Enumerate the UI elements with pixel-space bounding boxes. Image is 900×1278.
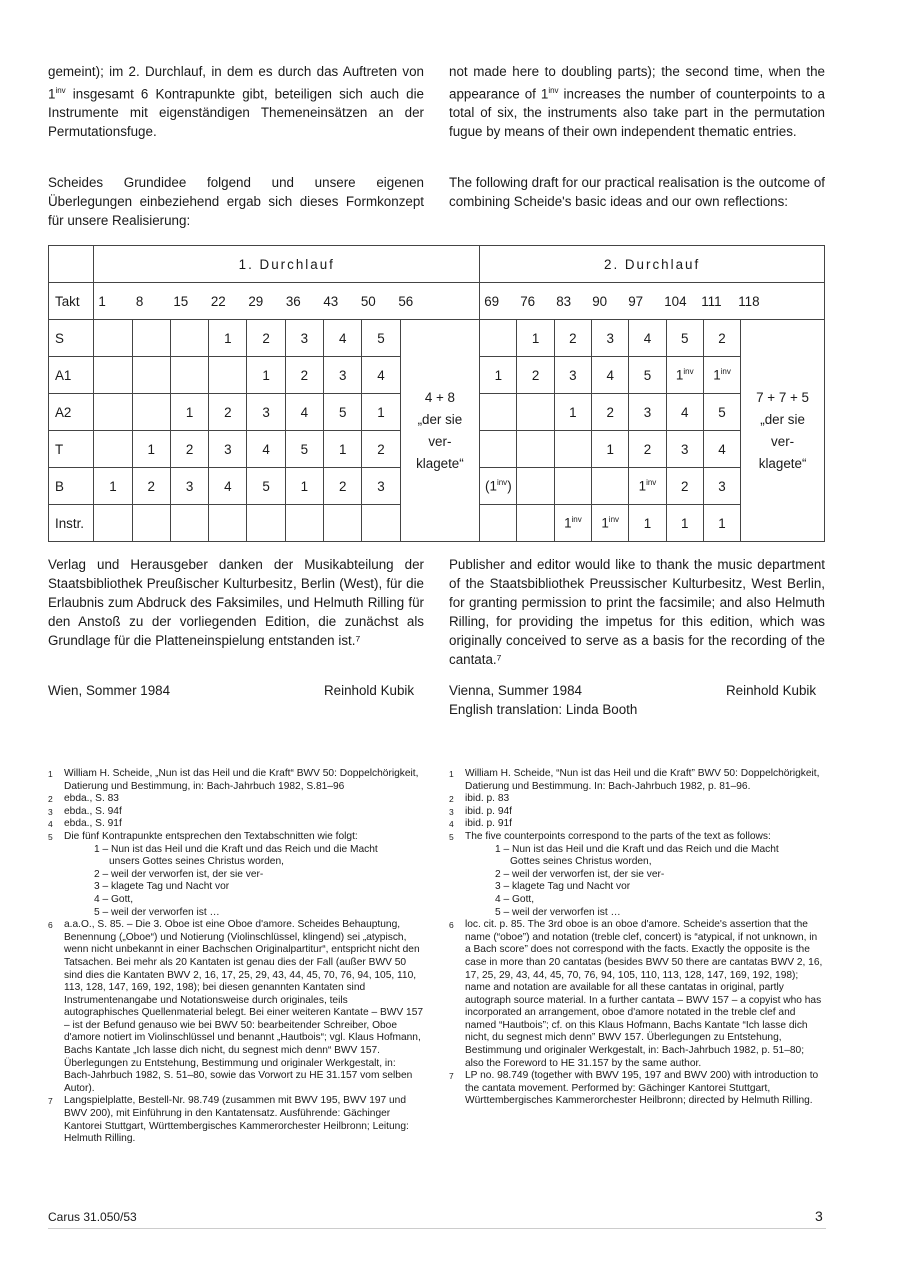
pass1-cell: 1 bbox=[132, 431, 170, 468]
pass2-cell: 2 bbox=[629, 431, 666, 468]
footnote-text: 4 – Gott, bbox=[94, 893, 134, 905]
form-concept-table bbox=[48, 245, 825, 542]
pass2-cell bbox=[517, 431, 554, 468]
pass1-cell: 1 bbox=[362, 394, 400, 431]
place-date-en: Vienna, Summer 1984 bbox=[449, 683, 582, 698]
catalog-number: Carus 31.050/53 bbox=[48, 1210, 137, 1224]
footnote-number bbox=[48, 881, 64, 894]
footnote-text: 2 – weil der verworfen ist, der sie ver- bbox=[495, 868, 665, 880]
takt-number: 76 bbox=[520, 293, 536, 309]
pass2-cell: 2 bbox=[703, 320, 740, 357]
footnote-number bbox=[48, 844, 64, 857]
pass2-cell: 1 bbox=[666, 505, 703, 542]
voice-label: S bbox=[49, 320, 94, 357]
pass2-cell bbox=[480, 320, 517, 357]
merged-text-line: klagete“ bbox=[758, 455, 807, 471]
pass1-cell: 2 bbox=[209, 394, 247, 431]
voice-label: Instr. bbox=[49, 505, 94, 542]
takt-number: 69 bbox=[484, 293, 500, 309]
pass2-cell: 3 bbox=[703, 468, 740, 505]
takt-number: 83 bbox=[556, 293, 572, 309]
table-corner bbox=[49, 246, 94, 283]
pass1-cell: 1 bbox=[170, 394, 208, 431]
footnote bbox=[48, 907, 424, 920]
pass1-cell: 5 bbox=[247, 468, 285, 505]
pass2-cell: 5 bbox=[629, 357, 666, 394]
thanks-paragraph-de: Verlag und Herausgeber danken der Musikabteilung der Staatsbibliothek Preußischer Kulturbesitz, Berlin (West), für die Erlaubnis zum Abdruck des Faksimiles, und Helmuth Rilling für den Anstoß zu der vorliegenden Edition, die zunächst als Grundlage für die Platteneinspielung entstanden ist.⁷ bbox=[48, 557, 424, 648]
takt-number: 29 bbox=[248, 293, 264, 309]
footnote-text: 3 – klagete Tag und Nacht vor bbox=[94, 881, 230, 893]
pass1-cell bbox=[247, 505, 285, 542]
takt-number: 90 bbox=[592, 293, 608, 309]
footnote-text: 2 – weil der verworfen ist, der sie ver- bbox=[94, 868, 264, 880]
footnote-text: Die fünf Kontrapunkte entsprechen den Textabschnitten wie folgt: bbox=[64, 830, 358, 842]
takt-number: 104 bbox=[664, 293, 687, 309]
pass2-cell: 4 bbox=[592, 357, 629, 394]
takt-number: 43 bbox=[323, 293, 339, 309]
pass1-cell bbox=[324, 505, 362, 542]
footnote-text: ibid. p. 91f bbox=[465, 818, 513, 830]
pass1-cell bbox=[362, 505, 400, 542]
pass2-cell: $1^{inv}$ bbox=[554, 505, 591, 542]
footnote-text: 5 – weil der verworfen ist … bbox=[495, 906, 621, 918]
pass2-cell: 5 bbox=[703, 394, 740, 431]
footnote bbox=[449, 806, 825, 819]
footnote bbox=[48, 919, 424, 1095]
voice-label: A2 bbox=[49, 394, 94, 431]
pass2-cell bbox=[554, 431, 591, 468]
pass1-cell: 1 bbox=[209, 320, 247, 357]
footnote bbox=[449, 907, 825, 920]
footnote bbox=[48, 856, 424, 869]
pass1-cell bbox=[94, 431, 132, 468]
pass2-cell: 1 bbox=[480, 357, 517, 394]
pass2-cell: 4 bbox=[666, 394, 703, 431]
pass2-cell: 4 bbox=[629, 320, 666, 357]
pass2-cell: 2 bbox=[666, 468, 703, 505]
footnote bbox=[48, 793, 424, 806]
footnote-number: 5 bbox=[48, 831, 53, 842]
translator-credit: English translation: Linda Booth bbox=[449, 702, 638, 717]
pass1-cell: 3 bbox=[170, 468, 208, 505]
top-paragraph-de: gemeint); im 2. Durchlauf, in dem es durch das Auftreten von $1^{inv}$ insgesamt 6 Kontrapunkte gibt, beteiligen sich auch die Instrumente mit eigenständigen Themeneinsätzen an der Permutationsfuge. bbox=[48, 64, 424, 140]
pass1-cell: 2 bbox=[247, 320, 285, 357]
footnote-number: 7 bbox=[48, 1096, 53, 1107]
footnote-text: 1 – Nun ist das Heil und die Kraft und das Reich und die Macht bbox=[495, 843, 779, 855]
takt-number: 22 bbox=[210, 293, 226, 309]
pass2-cell: $1^{inv}$ bbox=[629, 468, 666, 505]
footnote-text: 5 – weil der verworfen ist … bbox=[94, 906, 220, 918]
voice-label: B bbox=[49, 468, 94, 505]
footnote-number bbox=[48, 907, 64, 920]
pass2-cell: 3 bbox=[592, 320, 629, 357]
merged-text-line: ver- bbox=[428, 433, 452, 449]
pass2-cell: 4 bbox=[703, 431, 740, 468]
footnote bbox=[449, 768, 825, 793]
pass2-cell: 3 bbox=[666, 431, 703, 468]
footnote bbox=[449, 919, 825, 1070]
footnote-number: 1 bbox=[48, 769, 53, 779]
pass1-cell: 4 bbox=[209, 468, 247, 505]
footnote-text: Gottes seines Christus worden, bbox=[510, 856, 652, 868]
footnote-text: ebda., S. 91f bbox=[64, 818, 122, 830]
pass1-cell bbox=[94, 357, 132, 394]
takt-label: Takt bbox=[49, 283, 94, 320]
pass1-cell: 3 bbox=[247, 394, 285, 431]
pass1-cell: 1 bbox=[247, 357, 285, 394]
pass2-cell: 2 bbox=[554, 320, 591, 357]
takt-number: 15 bbox=[173, 293, 189, 309]
takt-pass2 bbox=[480, 283, 825, 320]
pass1-cell bbox=[132, 357, 170, 394]
footnote bbox=[449, 894, 825, 907]
pass2-cell: $1^{inv}$ bbox=[703, 357, 740, 394]
footnote-text: ebda., S. 94f bbox=[64, 805, 122, 817]
footnote bbox=[48, 768, 424, 793]
pass1-cell bbox=[170, 357, 208, 394]
footnote bbox=[48, 818, 424, 831]
author-de: Reinhold Kubik bbox=[324, 683, 415, 698]
pass2-cell bbox=[592, 468, 629, 505]
pass1-cell: 4 bbox=[285, 394, 323, 431]
pass2-cell: 5 bbox=[666, 320, 703, 357]
pass2-cell: 1 bbox=[592, 431, 629, 468]
footnote-number: 2 bbox=[449, 794, 454, 805]
pass1-cell: 3 bbox=[285, 320, 323, 357]
footnote-text: The five counterpoints correspond to the parts of the text as follows: bbox=[465, 830, 771, 842]
pass1-cell: 2 bbox=[362, 431, 400, 468]
footnote-number: 1 bbox=[449, 769, 454, 779]
merged-text-line: 4 + 8 bbox=[424, 389, 455, 405]
pass1-cell: 3 bbox=[209, 431, 247, 468]
footnote bbox=[48, 844, 424, 857]
takt-number: 1 bbox=[98, 293, 106, 309]
footnote-number bbox=[48, 869, 64, 882]
page-number: 3 bbox=[815, 1208, 823, 1224]
voice-label: A1 bbox=[49, 357, 94, 394]
footnotes-en bbox=[449, 768, 825, 1108]
pass1-cell: 2 bbox=[324, 468, 362, 505]
takt-number: 50 bbox=[360, 293, 376, 309]
place-date-de: Wien, Sommer 1984 bbox=[48, 683, 171, 698]
footnote-number bbox=[48, 856, 64, 869]
pass1-cell: 4 bbox=[362, 357, 400, 394]
pass1-cell: 1 bbox=[285, 468, 323, 505]
pass2-cell bbox=[517, 394, 554, 431]
pass1-cell: 5 bbox=[285, 431, 323, 468]
pass2-cell bbox=[517, 505, 554, 542]
footnote bbox=[449, 856, 825, 869]
footnote-number: 3 bbox=[48, 806, 53, 817]
footnote bbox=[48, 894, 424, 907]
footnote-text: loc. cit. p. 85. The 3rd oboe is an oboe d'amore. Scheide's assertion that the name (“oboe”) and notation (treble clef, concert) is “atypical, if not unknown, in a Bach score” does not correspond with the facts. Exactly the opposite is the case in more than 20 cantatas (besides BWV 50 there are cantatas BWV 2, 16, 17, 25, 29, 43, 44, 45, 70, 76, 94, 105, 110, 113, 128, 147, 169, 192, 198); name and notation are available for all these cantatas in original, partly autograph source material. In a further cantata – BWV 157 – a copyist who has incorporated an arrangement, oboe d'amore notated in the treble clef and named “Hautbois”; cf. on this Klaus Hofmann, Bachs Kantate “Ich lasse dich nicht, du segnest mich denn” BWV 157. Überlegungen zu Entstehung, Bestimmung und originaler Werkgestalt, in: Bach-Jahrbuch 1982, p. 51–80; also the Foreword to HE 31.157 by the same author. bbox=[465, 919, 823, 1069]
footnote-text: William H. Scheide, „Nun ist das Heil und die Kraft“ BWV 50: Doppelchörigkeit, Datierung und Bestimmung, in: Bach-Jahrbuch 1982, S.81–96 bbox=[64, 768, 419, 792]
pass2-cell: 3 bbox=[629, 394, 666, 431]
pass1-cell: 4 bbox=[247, 431, 285, 468]
footnote-number bbox=[449, 869, 465, 882]
author-en: Reinhold Kubik bbox=[726, 683, 817, 698]
footnote bbox=[449, 831, 825, 844]
takt-number: 111 bbox=[701, 293, 722, 309]
footnote bbox=[449, 844, 825, 857]
pass2-merged-cell bbox=[741, 320, 825, 542]
pass1-cell: 1 bbox=[324, 431, 362, 468]
footnote bbox=[449, 818, 825, 831]
takt-pass1 bbox=[94, 283, 480, 320]
footnote-text: LP no. 98.749 (together with BWV 195, 197 and BWV 200) with introduction to the cantata movement. Performed by: Gächinger Kantorei Stuttgart, Württembergisches Kammerorchester Heilbronn; directed by Helmuth Rilling. bbox=[465, 1070, 819, 1107]
merged-text-line: ver- bbox=[771, 433, 795, 449]
pass1-cell bbox=[94, 505, 132, 542]
thanks-paragraph-en: Publisher and editor would like to thank the music department of the Staatsbibliothek Preussischer Kulturbesitz, West Berlin, for granting permission to print the facsimile; and also Helmuth Rilling, for providing the impetus for this edition, which was originally conceived to serve as a basis for the recording of the cantata.⁷ bbox=[449, 557, 825, 667]
voice-label: T bbox=[49, 431, 94, 468]
intro-paragraph-de: Scheides Grundidee folgend und unsere eigenen Überlegungen einbeziehend ergab sich dieses Formkonzept für unsere Realisierung: bbox=[48, 175, 424, 228]
pass2-cell: $1^{inv}$ bbox=[592, 505, 629, 542]
pass2-header: 2. Durchlauf bbox=[480, 246, 825, 283]
footnote-number bbox=[48, 894, 64, 907]
pass1-cell bbox=[132, 320, 170, 357]
pass2-cell: 1 bbox=[703, 505, 740, 542]
footnote bbox=[48, 806, 424, 819]
pass2-cell bbox=[480, 505, 517, 542]
footnote-number: 6 bbox=[449, 920, 454, 931]
takt-number: 56 bbox=[398, 293, 414, 309]
merged-text-line: „der sie bbox=[417, 411, 463, 427]
pass2-cell bbox=[517, 468, 554, 505]
intro-paragraph-en: The following draft for our practical realisation is the outcome of combining Scheide's basic ideas and our own reflections: bbox=[449, 175, 825, 209]
pass1-cell bbox=[132, 505, 170, 542]
footnote-text: ibid. p. 94f bbox=[465, 805, 513, 817]
pass1-cell bbox=[170, 320, 208, 357]
pass1-cell: 5 bbox=[362, 320, 400, 357]
pass2-cell bbox=[554, 468, 591, 505]
pass1-cell bbox=[209, 505, 247, 542]
footnote bbox=[48, 869, 424, 882]
footnote bbox=[449, 1070, 825, 1108]
takt-number: 97 bbox=[628, 293, 644, 309]
footnote-number bbox=[449, 881, 465, 894]
pass2-cell bbox=[480, 394, 517, 431]
footnote-number bbox=[449, 894, 465, 907]
footnote-text: ibid. p. 83 bbox=[465, 793, 510, 805]
merged-text-line: klagete“ bbox=[416, 455, 464, 471]
footnote-text: 4 – Gott, bbox=[495, 893, 535, 905]
footnote-number: 5 bbox=[449, 831, 454, 842]
pass1-cell: 3 bbox=[362, 468, 400, 505]
footnote-number: 4 bbox=[48, 819, 53, 830]
pass1-cell bbox=[132, 394, 170, 431]
pass2-cell: 1 bbox=[554, 394, 591, 431]
footnotes-de bbox=[48, 768, 424, 1146]
pass1-cell: 1 bbox=[94, 468, 132, 505]
page-bottom-rule bbox=[48, 1228, 826, 1229]
pass2-cell: 3 bbox=[554, 357, 591, 394]
footnote-text: a.a.O., S. 85. – Die 3. Oboe ist eine Oboe d'amore. Scheides Behauptung, Benennung („Oboe“) und Notierung (Violinschlüssel, klingend) sei „atypisch, wenn nicht unbekannt in einer Bachschen Originalpartitur“, entspricht nicht den Tatsachen. Bei mehr als 20 Kantaten ist genau dies der Fall (außer BWV 50 sind dies die Kantaten BWV 2, 16, 17, 25, 29, 43, 44, 45, 70, 76, 94, 105, 110, 113, 128, 147, 169, 192, 198); bei diesen genannten Kantaten sind Instrumentenangabe und Notationsweise durch originales, teils autographisches Quellenmaterial belegt. Bei einer weiteren Kantate – BWV 157 – ist der Befund genauso wie bei BWV 50: bearbeitender Schreiber, Oboe d'amore notiert im Violinschlüssel und benannt „Hautbois“; vgl. Klaus Hofmann, Bachs Kantate „Ich lasse dich nicht, du segnest mich denn“ BWV 157. Überlegungen zu Entstehung, Bestimmung und originaler Werkgestalt, in: Bach-Jahrbuch 1982, S. 51–80, sowie das Vorwort zu HE 31.157 vom selben Autor). bbox=[64, 919, 424, 1094]
footnote-number: 7 bbox=[449, 1071, 454, 1082]
pass1-cell: 2 bbox=[170, 431, 208, 468]
pass1-cell: 4 bbox=[324, 320, 362, 357]
top-paragraph-en: not made here to doubling parts); the second time, when the appearance of $1^{inv}$ increases the number of counterpoints to a total of six, the instruments also take part in the permutation fugue by means of their own independent thematic entries. bbox=[449, 64, 825, 140]
footnote bbox=[48, 1095, 424, 1145]
pass2-cell: 2 bbox=[517, 357, 554, 394]
footnote-number bbox=[449, 907, 465, 920]
pass1-cell: 5 bbox=[324, 394, 362, 431]
footnote bbox=[449, 793, 825, 806]
footnote bbox=[449, 869, 825, 882]
footnote-number: 6 bbox=[48, 920, 53, 931]
voice-row bbox=[49, 320, 825, 357]
footnote-text: 3 – klagete Tag und Nacht vor bbox=[495, 881, 631, 893]
footnote-text: unsers Gottes seines Christus worden, bbox=[109, 856, 284, 868]
footnote-number: 3 bbox=[449, 806, 454, 817]
takt-number: 8 bbox=[135, 293, 144, 309]
pass1-cell: 2 bbox=[132, 468, 170, 505]
pass1-cell: 2 bbox=[285, 357, 323, 394]
footnote bbox=[48, 881, 424, 894]
pass2-cell: 1 bbox=[517, 320, 554, 357]
footnote-text: William H. Scheide, “Nun ist das Heil und die Kraft” BWV 50: Doppelchörigkeit, Datierung und Bestimmung. In: Bach-Jahrbuch 1982, p. 81–96. bbox=[465, 768, 820, 792]
pass1-cell bbox=[209, 357, 247, 394]
pass2-cell: $1^{inv}$ bbox=[666, 357, 703, 394]
pass1-cell bbox=[285, 505, 323, 542]
pass1-header: 1. Durchlauf bbox=[94, 246, 480, 283]
merged-text-line: „der sie bbox=[760, 411, 805, 427]
footnote-text: ebda., S. 83 bbox=[64, 793, 119, 805]
pass2-cell: $(1^{inv})$ bbox=[480, 468, 517, 505]
footnote-number bbox=[449, 844, 465, 857]
takt-number: 36 bbox=[285, 293, 301, 309]
pass1-cell bbox=[94, 320, 132, 357]
pass2-cell bbox=[480, 431, 517, 468]
footnote bbox=[48, 831, 424, 844]
pass1-cell bbox=[170, 505, 208, 542]
footnote-number bbox=[449, 856, 465, 869]
footnote-number: 2 bbox=[48, 794, 53, 805]
pass1-cell: 3 bbox=[324, 357, 362, 394]
pass1-merged-cell bbox=[400, 320, 480, 542]
footnote-number: 4 bbox=[449, 819, 454, 830]
pass2-cell: 1 bbox=[629, 505, 666, 542]
footnote bbox=[449, 881, 825, 894]
pass1-cell bbox=[94, 394, 132, 431]
footnote-text: 1 – Nun ist das Heil und die Kraft und das Reich und die Macht bbox=[94, 843, 378, 855]
takt-number: 118 bbox=[738, 293, 760, 309]
pass2-cell: 2 bbox=[592, 394, 629, 431]
merged-text-line: 7 + 7 + 5 bbox=[756, 389, 810, 405]
footnote-text: Langspielplatte, Bestell-Nr. 98.749 (zusammen mit BWV 195, BWV 197 und BWV 200), mit Einführung in den Kantatensatz. Ausführende: Gächinger Kantorei Stuttgart, Württembergisches Kammerorchester Heilbronn; Leitung: Helmuth Rilling. bbox=[64, 1095, 409, 1145]
